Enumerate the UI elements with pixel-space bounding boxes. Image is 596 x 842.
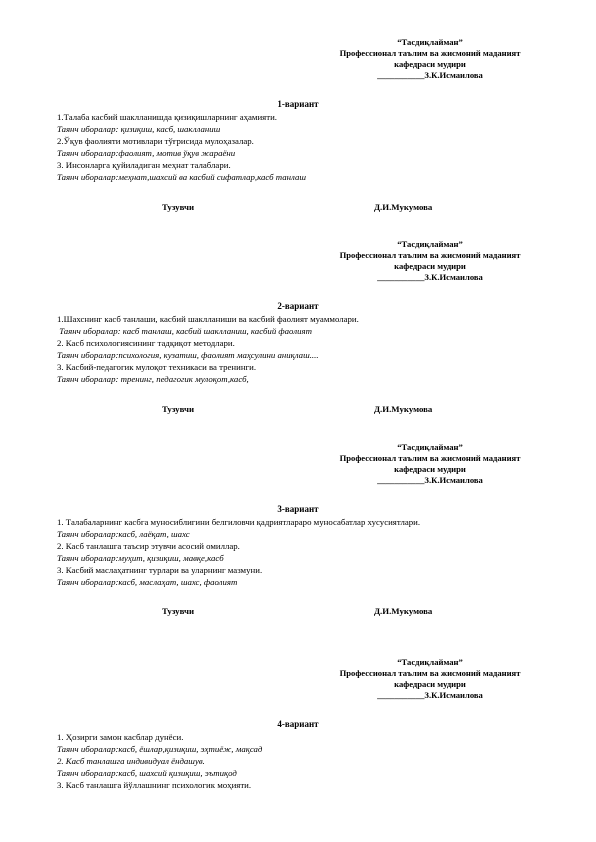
- approval-line2: кафедраси мудири: [394, 261, 466, 271]
- variant-questions: [57, 313, 577, 385]
- approval-line1: Профессионал таълим ва жисмоний маданият: [339, 250, 521, 260]
- approval-line1: Профессионал таълим ва жисмоний маданият: [339, 453, 521, 463]
- variant-questions: [57, 111, 577, 183]
- approval-line2: кафедраси мудири: [394, 59, 466, 69]
- compiler-label: Тузувчи: [162, 202, 195, 212]
- keywords-line: Таянч иборалар: қизиқиш, касб, шаклланиш: [57, 124, 221, 134]
- approval-block: [300, 657, 560, 701]
- keywords-line: Таянч иборалар:касб, лаёқат, шахс: [57, 529, 190, 539]
- compiler-label: Тузувчи: [162, 404, 195, 414]
- question-line: 1. Ҳозирги замон касблар дунёси.: [57, 732, 184, 742]
- keywords-line: Таянч иборалар:касб, ёшлар,қизиқиш, эҳтиёж, мақсад: [57, 744, 263, 754]
- approval-signature-line: ___________З.К.Исмаилова: [377, 272, 483, 282]
- keywords-line: Таянч иборалар:касб, шахсий қизиқиш, эътиқод: [57, 768, 237, 778]
- question-line: 1.Шахснинг касб танлаши, касбий шаклланиши ва касбий фаолият муаммолари.: [57, 314, 359, 324]
- variant-title: 1-вариант: [277, 99, 319, 109]
- approval-line1: Профессионал таълим ва жисмоний маданият: [339, 48, 521, 58]
- compiler-name: Д.И.Мукумова: [374, 404, 433, 414]
- approval-block: [300, 37, 560, 81]
- keywords-line: Таянч иборалар:касб, маслаҳат, шахс, фаолият: [57, 577, 238, 587]
- compiler-label: Тузувчи: [162, 606, 195, 616]
- keywords-line: Таянч иборалар:меҳнат,шахсий ва касбий сифатлар,касб танлаш: [57, 172, 306, 182]
- question-line: 3. Инсонларга қуйиладиган меҳнат талаблари.: [57, 160, 231, 170]
- question-line: 1. Талабаларнинг касбга муносиблигини белгиловчи қадриятлараро муносабатлар хусусиятлари.: [57, 517, 421, 527]
- variant-title: 3-вариант: [277, 504, 319, 514]
- approval-line2: кафедраси мудири: [394, 679, 466, 689]
- question-line: 2. Касб танлашга таъсир этувчи асосий омиллар.: [57, 541, 240, 551]
- question-line: 2. Касб танлашга индивидуал ёндашув.: [57, 756, 205, 766]
- approval-quote: “Тасдиқлайман”: [397, 239, 463, 249]
- compiler-name: Д.И.Мукумова: [374, 606, 433, 616]
- variant-questions: [57, 731, 577, 791]
- variant-title: 2-вариант: [277, 301, 319, 311]
- variant-title: 4-вариант: [277, 719, 319, 729]
- keywords-line: Таянч иборалар: тренинг, педагогик мулоқот,касб,: [57, 374, 249, 384]
- approval-block: [300, 239, 560, 283]
- approval-quote: “Тасдиқлайман”: [397, 442, 463, 452]
- question-line: 3. Касб танлашга йўллашнинг психологик моҳияти.: [57, 780, 252, 790]
- approval-quote: “Тасдиқлайман”: [397, 657, 463, 667]
- keywords-line: Таянч иборалар: касб танлаш, касбий шаклланиш, касбий фаолият: [57, 326, 312, 336]
- question-line: 1.Талаба касбий шаклланишда қизиқишларнинг аҳамияти.: [57, 112, 277, 122]
- approval-block: [300, 442, 560, 486]
- keywords-line: Таянч иборалар:психология, кузатиш, фаолият маҳсулини аниқлаш....: [57, 350, 319, 360]
- approval-signature-line: ___________З.К.Исмаилова: [377, 70, 483, 80]
- question-line: 2.Ўқув фаолияти мотивлари тўғрисида мулоҳазалар.: [57, 136, 254, 146]
- keywords-line: Таянч иборалар:муҳит, қизиқиш, мавқе,касб: [57, 553, 224, 563]
- question-line: 3. Касбий-педагогик мулоқот техникаси ва тренинги.: [57, 362, 257, 372]
- variant-questions: [57, 516, 577, 588]
- question-line: 3. Касбий маслаҳатнинг турлари ва уларнинг мазмуни.: [57, 565, 263, 575]
- approval-quote: “Тасдиқлайман”: [397, 37, 463, 47]
- approval-line2: кафедраси мудири: [394, 464, 466, 474]
- keywords-line: Таянч иборалар:фаолият, мотив ўқув жараёни: [57, 148, 236, 158]
- compiler-name: Д.И.Мукумова: [374, 202, 433, 212]
- question-line: 2. Касб психологиясининг тадқиқот методлари.: [57, 338, 235, 348]
- approval-line1: Профессионал таълим ва жисмоний маданият: [339, 668, 521, 678]
- approval-signature-line: ___________З.К.Исмаилова: [377, 690, 483, 700]
- approval-signature-line: ___________З.К.Исмаилова: [377, 475, 483, 485]
